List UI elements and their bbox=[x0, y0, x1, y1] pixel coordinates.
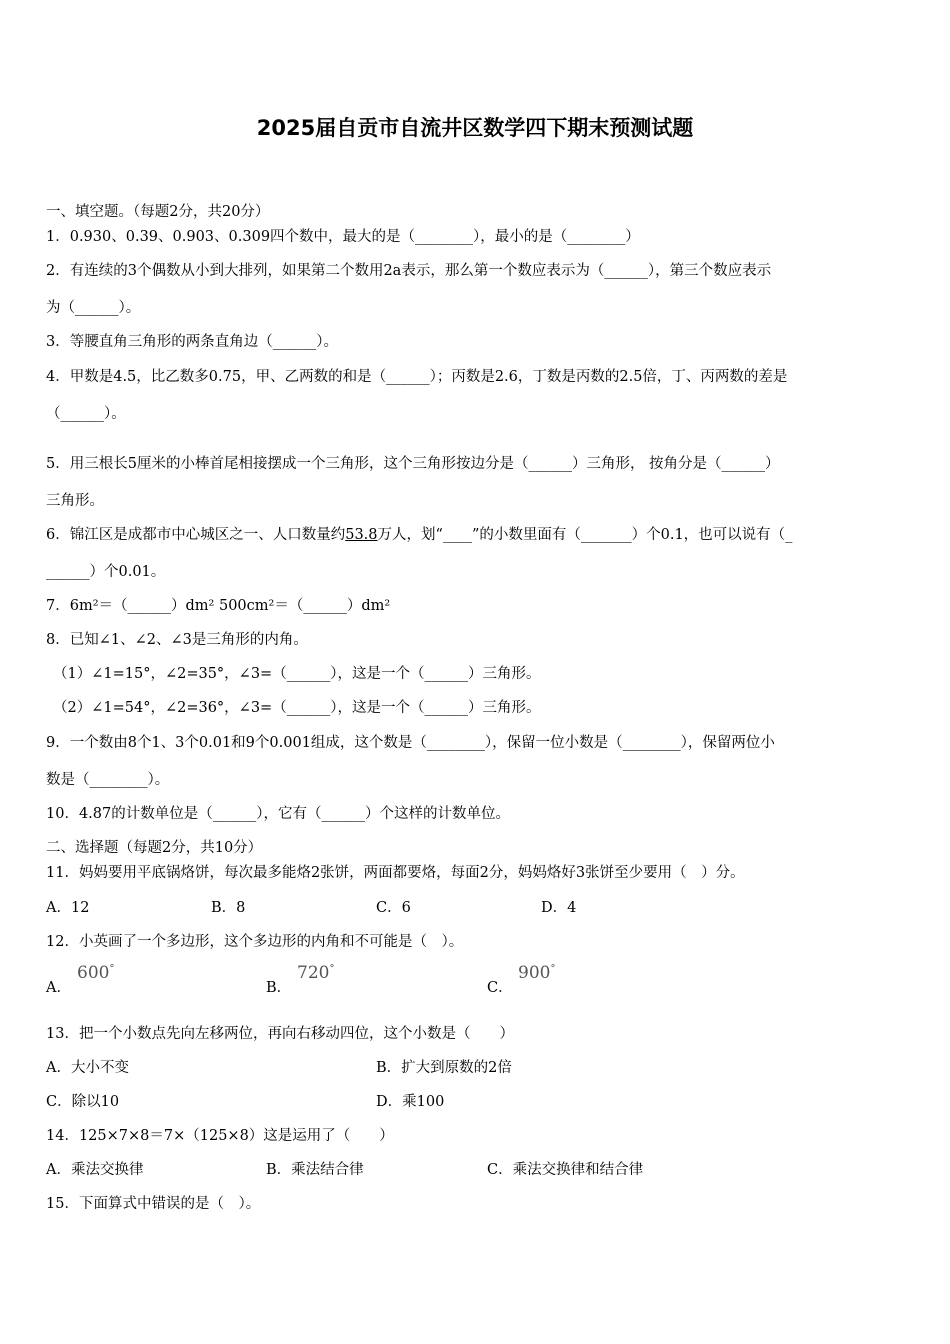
question-6-text-b: 万人，划“____”的小数里面有（_______）个0.1，也可以说有（_ bbox=[377, 527, 793, 543]
question-14-stem: 14．125×7×8＝7×（125×8）这是运用了（ ） bbox=[46, 1128, 394, 1144]
question-12-option-b-value: 720° bbox=[297, 963, 335, 983]
question-11-option-d: D．4 bbox=[541, 900, 577, 916]
section-2-header: 二、选择题（每题2分，共10分） bbox=[46, 840, 263, 856]
question-12-option-a-value: 600° bbox=[77, 963, 115, 983]
question-5-line-2: 三角形。 bbox=[46, 493, 104, 509]
question-6-line-2: ______）个0.01。 bbox=[46, 564, 166, 580]
question-15-stem: 15．下面算式中错误的是（ ）。 bbox=[46, 1196, 261, 1212]
question-12-option-b-label: B． bbox=[266, 980, 292, 996]
question-11-stem: 11．妈妈要用平底锅烙饼，每次最多能烙2张饼，两面都要烙，每面2分，妈妈烙好3张饼至少要用（ ）分。 bbox=[46, 865, 745, 881]
question-8-sub-2: （2）∠1=54°，∠2=36°，∠3=（______），这是一个（______）三角形。 bbox=[53, 700, 541, 716]
question-12-option-c-label: C． bbox=[487, 980, 513, 996]
question-13-option-b: B．扩大到原数的2倍 bbox=[376, 1060, 512, 1076]
question-12-option-a-label: A． bbox=[46, 980, 71, 996]
question-1: 1．0.930、0.39、0.903、0.309四个数中，最大的是（________），最小的是（________） bbox=[46, 229, 640, 245]
question-6-text-a: 6．锦江区是成都市中心城区之一、人口数量约 bbox=[46, 527, 346, 543]
question-11-option-a: A．12 bbox=[46, 900, 90, 916]
question-3: 3．等腰直角三角形的两条直角边（______）。 bbox=[46, 334, 338, 350]
question-14-option-c: C．乘法交换律和结合律 bbox=[487, 1162, 644, 1178]
question-2-line-2: 为（______）。 bbox=[46, 300, 141, 316]
question-11-option-b: B．8 bbox=[211, 900, 246, 916]
question-5-line-1: 5．用三根长5厘米的小棒首尾相接摆成一个三角形，这个三角形按边分是（______）三角形， 按角分是（______） bbox=[46, 456, 780, 472]
question-2-line-1: 2．有连续的3个偶数从小到大排列，如果第二个数用2a表示，那么第一个数应表示为（______），第三个数应表示 bbox=[46, 263, 772, 279]
question-14-option-a: A．乘法交换律 bbox=[46, 1162, 144, 1178]
question-4-line-1: 4．甲数是4.5，比乙数多0.75，甲、乙两数的和是（______）；丙数是2.6，丁数是丙数的2.5倍，丁、丙两数的差是 bbox=[46, 369, 788, 385]
question-12-stem: 12．小英画了一个多边形，这个多边形的内角和不可能是（ ）。 bbox=[46, 934, 464, 950]
question-12-option-c-value: 900° bbox=[518, 963, 556, 983]
question-13-option-c: C．除以10 bbox=[46, 1094, 120, 1110]
question-13-option-d: D．乘100 bbox=[376, 1094, 445, 1110]
question-6-line-1 bbox=[46, 525, 792, 545]
question-9-line-1: 9．一个数由8个1、3个0.01和9个0.001组成，这个数是（________），保留一位小数是（________），保留两位小 bbox=[46, 735, 775, 751]
question-7: 7．6m²＝（______）dm² 500cm²＝（______）dm² bbox=[46, 598, 391, 614]
question-8-stem: 8．已知∠1、∠2、∠3是三角形的内角。 bbox=[46, 632, 308, 648]
section-1-header: 一、填空题。（每题2分，共20分） bbox=[46, 204, 270, 220]
question-8-sub-1: （1）∠1=15°，∠2=35°，∠3=（______），这是一个（______）三角形。 bbox=[53, 666, 541, 682]
question-13-option-a: A．大小不变 bbox=[46, 1060, 129, 1076]
question-14-option-b: B．乘法结合律 bbox=[266, 1162, 364, 1178]
question-10: 10．4.87的计数单位是（______），它有（______）个这样的计数单位。 bbox=[46, 806, 510, 822]
question-9-line-2: 数是（________）。 bbox=[46, 772, 170, 788]
question-11-option-c: C．6 bbox=[376, 900, 411, 916]
question-6-underlined-number: 53.8 bbox=[345, 527, 378, 543]
page-title: 2025届自贡市自流井区数学四下期末预测试题 bbox=[256, 116, 694, 140]
question-4-line-2: （______）。 bbox=[46, 406, 126, 422]
question-13-stem: 13．把一个小数点先向左移两位，再向右移动四位，这个小数是（ ） bbox=[46, 1026, 514, 1042]
